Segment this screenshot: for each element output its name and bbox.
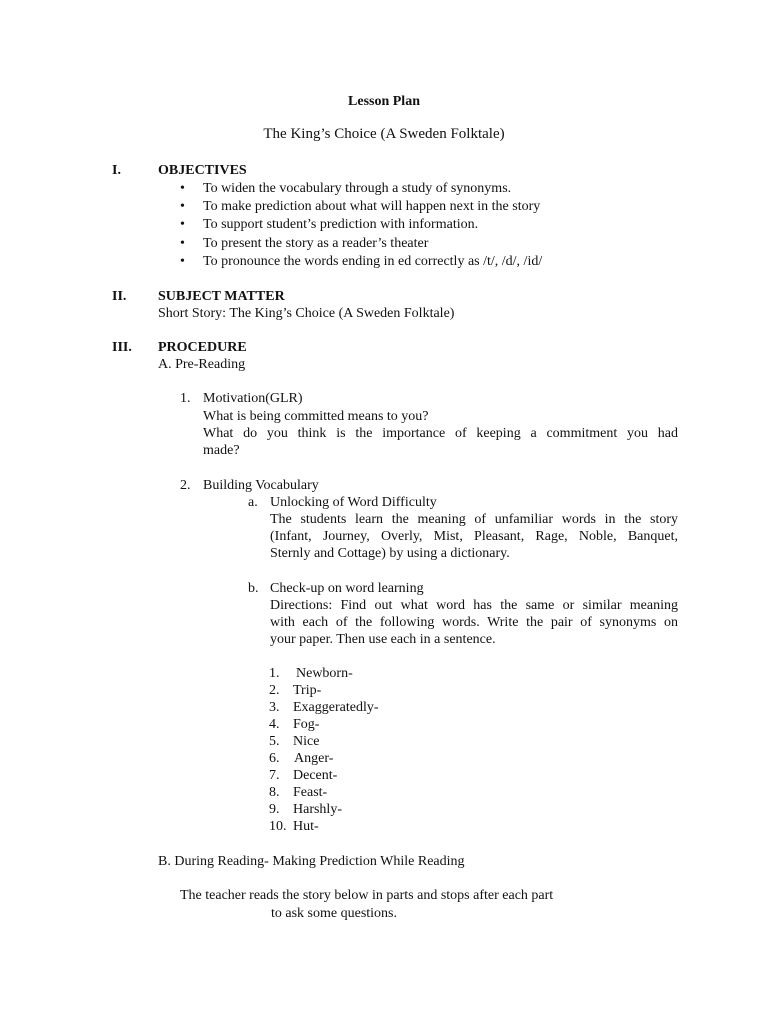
document-subtitle: The King’s Choice (A Sweden Folktale) [263, 126, 505, 142]
subsection-during-reading: B. During Reading- Making Prediction While Reading [158, 854, 465, 869]
objective-text: To present the story as a reader’s theater [203, 236, 429, 251]
word-number: 3. [269, 700, 280, 715]
word-number: 2. [269, 683, 280, 698]
unlocking-text: The students learn the meaning of unfamiliar words in the story [270, 512, 678, 527]
word-number: 6. [269, 751, 280, 766]
section-heading-subject-matter: SUBJECT MATTER [158, 289, 285, 304]
subitem-letter: a. [248, 495, 258, 510]
checkup-directions: with each of the following words. Write the pair of synonyms on [270, 615, 678, 630]
bullet-icon: • [180, 254, 185, 269]
word-text: Newborn- [296, 666, 353, 681]
word-text: Harshly- [293, 802, 342, 817]
section-numeral-objectives: I. [112, 163, 121, 178]
item-number: 2. [180, 478, 191, 493]
checkup-directions: Directions: Find out what word has the same or similar meaning [270, 598, 678, 613]
word-number: 8. [269, 785, 280, 800]
word-number: 5. [269, 734, 280, 749]
during-reading-text: The teacher reads the story below in parts and stops after each part [180, 888, 554, 903]
word-number: 4. [269, 717, 280, 732]
word-text: Anger- [294, 751, 334, 766]
unlocking-text: Sternly and Cottage) by using a dictionary. [270, 546, 510, 561]
word-number: 1. [269, 666, 280, 681]
bullet-icon: • [180, 236, 185, 251]
motivation-question-cont: made? [203, 443, 240, 458]
word-number: 7. [269, 768, 280, 783]
objective-text: To make prediction about what will happen next in the story [203, 199, 541, 214]
bullet-icon: • [180, 217, 185, 232]
section-heading-objectives: OBJECTIVES [158, 163, 247, 178]
word-number: 10. [269, 819, 287, 834]
vocabulary-title: Building Vocabulary [203, 478, 319, 493]
checkup-title: Check-up on word learning [270, 581, 424, 596]
during-reading-text: to ask some questions. [271, 906, 397, 921]
motivation-title: Motivation(GLR) [203, 391, 303, 406]
bullet-icon: • [180, 199, 185, 214]
motivation-question: What do you think is the importance of keeping a commitment you had [203, 426, 678, 441]
unlocking-title: Unlocking of Word Difficulty [270, 495, 437, 510]
objective-text: To widen the vocabulary through a study of synonyms. [203, 181, 512, 196]
section-numeral-procedure: III. [112, 340, 132, 355]
checkup-directions: your paper. Then use each in a sentence. [270, 632, 496, 647]
section-heading-procedure: PROCEDURE [158, 340, 247, 355]
subitem-letter: b. [248, 581, 259, 596]
document-title: Lesson Plan [348, 94, 420, 109]
word-text: Feast- [293, 785, 328, 800]
word-text: Fog- [293, 717, 320, 732]
item-number: 1. [180, 391, 191, 406]
word-text: Hut- [293, 819, 319, 834]
word-text: Nice [293, 734, 320, 749]
subsection-pre-reading: A. Pre-Reading [158, 357, 246, 372]
word-text: Decent- [293, 768, 338, 783]
objective-text: To support student’s prediction with information. [203, 217, 479, 232]
word-number: 9. [269, 802, 280, 817]
objective-text: To pronounce the words ending in ed correctly as /t/, /d/, /id/ [203, 254, 543, 269]
word-text: Trip- [293, 683, 322, 698]
section-numeral-subject-matter: II. [112, 289, 127, 304]
bullet-icon: • [180, 181, 185, 196]
word-text: Exaggeratedly- [293, 700, 379, 715]
motivation-question: What is being committed means to you? [203, 409, 429, 424]
subject-matter-text: Short Story: The King’s Choice (A Sweden Folktale) [158, 306, 455, 321]
unlocking-text: (Infant, Journey, Overly, Mist, Pleasant, Rage, Noble, Banquet, [270, 529, 678, 544]
